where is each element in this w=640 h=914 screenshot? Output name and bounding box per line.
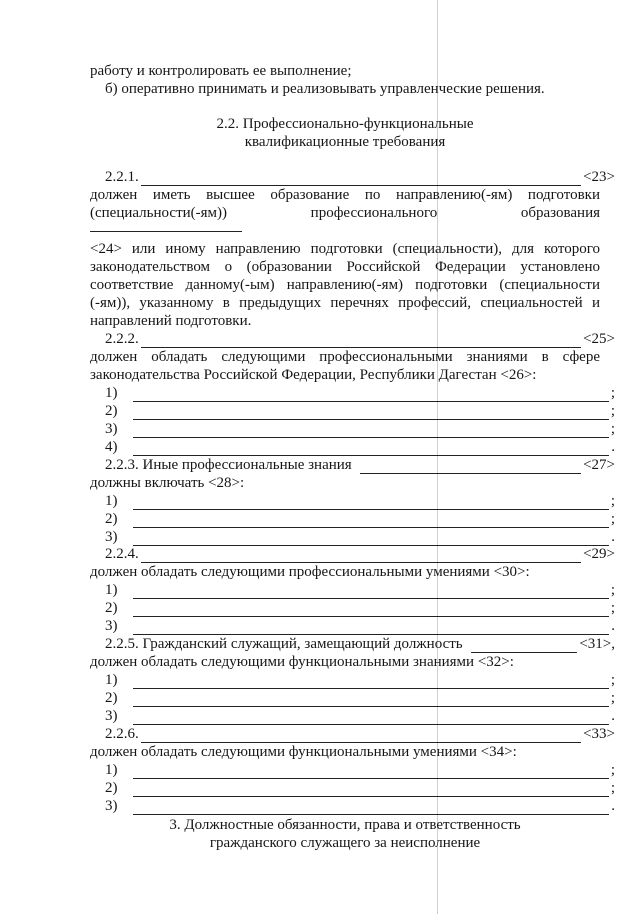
blank-line	[133, 388, 609, 402]
text-line: <24> или иному направлению подготовки (специальности), для которого	[90, 241, 600, 257]
field-row	[90, 635, 615, 653]
list-item: 3) .	[105, 708, 615, 724]
field-row	[90, 725, 615, 743]
footnote-ref: <29>	[583, 546, 615, 562]
text-line: соответствие данному(-ым) направлению(-ям) подготовки (специальности	[90, 277, 600, 293]
text-line: работу и контролировать ее выполнение;	[90, 63, 352, 79]
footnote-ref: <27>	[583, 457, 615, 473]
field-row	[90, 456, 615, 474]
blank-line	[133, 675, 609, 689]
blank-line	[133, 603, 609, 617]
list-item: 2) ;	[105, 780, 615, 796]
clause-label: 2.2.5. Гражданский служащий, замещающий должность	[105, 636, 463, 652]
list-item: 1) ;	[105, 762, 615, 778]
blank-line	[133, 765, 609, 779]
blank-line	[141, 549, 581, 563]
list-item: 2) ;	[105, 511, 615, 527]
text-line: б) оперативно принимать и реализовывать управленческие решения.	[105, 81, 545, 97]
text-line: направлений подготовки.	[90, 313, 252, 329]
blank-line	[141, 729, 581, 743]
text-line: (-ям)), указанному в предыдущих перечнях профессий, специальностей и	[90, 295, 600, 311]
blank-line	[133, 801, 609, 815]
blank-line-row	[90, 218, 600, 237]
list-item: 2) ;	[105, 403, 615, 419]
footnote-ref: <33>	[583, 726, 615, 742]
text-line: должны включать <28>:	[90, 475, 245, 491]
section-title: 2.2. Профессионально-функциональные	[216, 116, 474, 132]
blank-line	[133, 711, 609, 725]
footnote-ref: <31>,	[579, 636, 615, 652]
clause-label: 2.2.2.	[105, 331, 139, 347]
text-line: должен обладать следующими профессиональными знаниями в сфере	[90, 349, 600, 365]
text-line: должен обладать следующими функциональными умениями <34>:	[90, 744, 517, 760]
text-line: (специальности(-ям)) профессионального образования	[90, 205, 600, 221]
blank-line	[141, 172, 581, 186]
list-item: 4) .	[105, 439, 615, 455]
clause-label: 2.2.3. Иные профессиональные знания	[105, 457, 352, 473]
blank-line	[90, 218, 242, 232]
blank-line	[360, 460, 581, 474]
blank-line	[133, 693, 609, 707]
footnote-ref: <25>	[583, 331, 615, 347]
blank-line	[133, 442, 609, 456]
list-item: 2) ;	[105, 690, 615, 706]
text-line: должен обладать следующими профессиональными умениями <30>:	[90, 564, 530, 580]
text-line: должен иметь высшее образование по направлению(-ям) подготовки	[90, 187, 600, 203]
clause-label: 2.2.1.	[105, 169, 139, 185]
list-item: 1) ;	[105, 493, 615, 509]
blank-line	[133, 621, 609, 635]
blank-line	[133, 783, 609, 797]
blank-line	[133, 496, 609, 510]
blank-line	[133, 514, 609, 528]
text-line: законодательства Российской Федерации, Республики Дагестан <26>:	[90, 367, 537, 383]
section-title: квалификационные требования	[244, 134, 446, 150]
blank-line	[133, 424, 609, 438]
field-row	[90, 545, 615, 563]
blank-line	[133, 406, 609, 420]
field-row	[90, 330, 615, 348]
blank-line	[133, 585, 609, 599]
list-item: 3) ;	[105, 421, 615, 437]
blank-line	[141, 334, 581, 348]
list-item: 3) .	[105, 798, 615, 814]
list-item: 3) .	[105, 529, 615, 545]
blank-line	[471, 639, 578, 653]
list-item: 2) ;	[105, 600, 615, 616]
clause-label: 2.2.4.	[105, 546, 139, 562]
text-line: должен обладать следующими функциональными знаниями <32>:	[90, 654, 514, 670]
clause-label: 2.2.6.	[105, 726, 139, 742]
blank-line	[133, 532, 609, 546]
list-item: 1) ;	[105, 672, 615, 688]
field-row	[90, 168, 615, 186]
list-item: 3) .	[105, 618, 615, 634]
text-line: законодательством о (образовании Российской Федерации установлено	[90, 259, 600, 275]
footnote-ref: <23>	[583, 169, 615, 185]
list-item: 1) ;	[105, 385, 615, 401]
section-title: 3. Должностные обязанности, права и ответственность	[169, 817, 521, 833]
list-item: 1) ;	[105, 582, 615, 598]
section-title: гражданского служащего за неисполнение	[209, 835, 481, 851]
